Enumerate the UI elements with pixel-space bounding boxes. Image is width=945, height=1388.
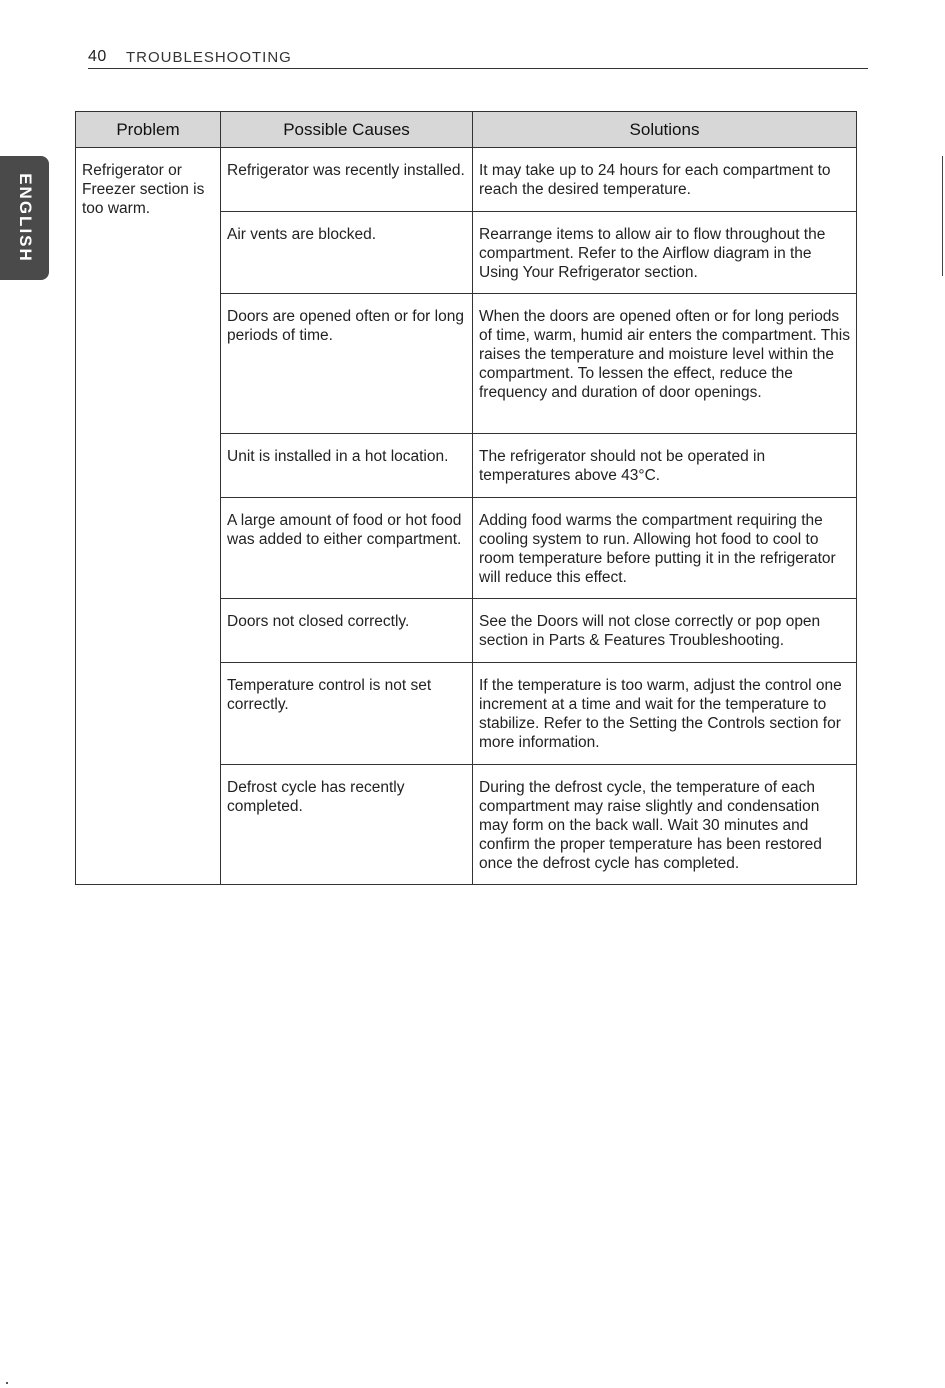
solution-cell: If the temperature is too warm, adjust the control one increment at a time and wait for the temperature to stabilize. Refer to the Setting the Controls section for more information.	[473, 663, 857, 765]
header-problem: Problem	[76, 112, 221, 148]
solution-cell: When the doors are opened often or for long periods of time, warm, humid air enters the compartment. This raises the temperature and moisture level within the compartment. To lessen the effect, reduce the frequency and duration of door openings.	[473, 294, 857, 434]
page-number: 40	[88, 48, 107, 65]
cause-cell: Defrost cycle has recently completed.	[221, 765, 473, 885]
table-row	[76, 148, 857, 212]
header-possible-causes: Possible Causes	[221, 112, 473, 148]
section-title: TROUBLESHOOTING	[126, 49, 292, 66]
solution-cell: The refrigerator should not be operated in temperatures above 43°C.	[473, 434, 857, 498]
cause-cell: Air vents are blocked.	[221, 212, 473, 294]
troubleshooting-table	[75, 111, 857, 885]
cause-cell: A large amount of food or hot food was added to either compartment.	[221, 498, 473, 599]
solution-cell: It may take up to 24 hours for each compartment to reach the desired temperature.	[473, 148, 857, 212]
solution-cell: During the defrost cycle, the temperature of each compartment may raise slightly and condensation may form on the back wall. Wait 30 minutes and confirm the proper temperature has been restored once the defrost cycle has completed.	[473, 765, 857, 885]
corner-mark	[6, 1382, 8, 1384]
margin-mark	[942, 156, 943, 276]
language-tab	[0, 156, 49, 280]
cause-cell: Temperature control is not set correctly.	[221, 663, 473, 765]
solution-cell: Rearrange items to allow air to flow throughout the compartment. Refer to the Airflow diagram in the Using Your Refrigerator section.	[473, 212, 857, 294]
solution-cell: Adding food warms the compartment requiring the cooling system to run. Allowing hot food to cool to room temperature before putting it in the refrigerator will reduce this effect.	[473, 498, 857, 599]
cause-cell: Unit is installed in a hot location.	[221, 434, 473, 498]
cause-cell: Doors are opened often or for long periods of time.	[221, 294, 473, 434]
solution-cell: See the Doors will not close correctly or pop open section in Parts & Features Troubleshooting.	[473, 599, 857, 663]
table-header-row	[76, 112, 857, 148]
cause-cell: Doors not closed correctly.	[221, 599, 473, 663]
language-tab-label: ENGLISH	[15, 173, 35, 263]
problem-cell: Refrigerator or Freezer section is too warm.	[76, 148, 221, 885]
header-solutions: Solutions	[473, 112, 857, 148]
cause-cell: Refrigerator was recently installed.	[221, 148, 473, 212]
page-header	[88, 48, 868, 69]
